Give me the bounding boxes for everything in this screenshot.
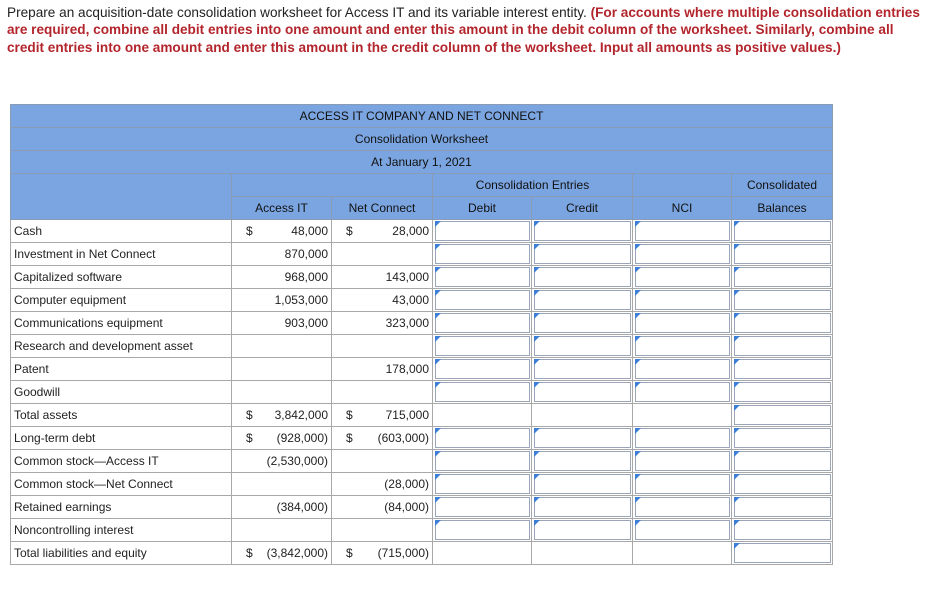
consolidated-balance-input-box[interactable]: [734, 290, 831, 310]
account-label: Retained earnings: [11, 496, 232, 519]
debit-input-box[interactable]: [435, 290, 530, 310]
net-connect-amount-cell: [332, 427, 433, 450]
input-marker-icon: [435, 359, 441, 365]
credit-input[interactable]: [532, 243, 633, 266]
nci-input-box[interactable]: [635, 221, 730, 241]
consolidated-balance-input-box[interactable]: [734, 382, 831, 402]
nci-input-box[interactable]: [635, 451, 730, 471]
account-label: Research and development asset: [11, 335, 232, 358]
net-connect-amount-cell: [332, 404, 433, 427]
credit-input[interactable]: [532, 473, 633, 496]
input-marker-icon: [635, 520, 641, 526]
net-connect-amount: 143,000: [385, 270, 429, 284]
account-label: Computer equipment: [11, 289, 232, 312]
net-connect-amount-cell: [332, 381, 433, 404]
account-label: Noncontrolling interest: [11, 519, 232, 542]
net-connect-amount-cell: [332, 473, 433, 496]
dollar-sign: $: [246, 408, 253, 422]
credit-input[interactable]: [532, 519, 633, 542]
input-marker-icon: [635, 497, 641, 503]
consolidated-balance-input[interactable]: [732, 496, 833, 519]
access-it-amount-cell: [232, 335, 332, 358]
debit-input[interactable]: [433, 335, 532, 358]
input-marker-icon: [435, 244, 441, 250]
input-marker-icon: [635, 428, 641, 434]
access-it-amount-cell: [232, 450, 332, 473]
input-marker-icon: [435, 382, 441, 388]
nci-input[interactable]: [633, 243, 732, 266]
input-marker-icon: [734, 428, 740, 434]
dollar-sign: $: [246, 224, 253, 238]
net-connect-amount-cell: [332, 496, 433, 519]
account-label: Capitalized software: [11, 266, 232, 289]
account-label: Common stock—Net Connect: [11, 473, 232, 496]
worksheet-title: Consolidation Worksheet: [11, 128, 833, 151]
nci-input[interactable]: [633, 220, 732, 243]
debit-input[interactable]: [433, 220, 532, 243]
credit-input-box[interactable]: [534, 451, 631, 471]
credit-input-box[interactable]: [534, 428, 631, 448]
access-it-amount-cell: [232, 496, 332, 519]
table-row: [11, 266, 833, 289]
consolidated-balance-input-box[interactable]: [734, 267, 831, 287]
input-marker-icon: [635, 474, 641, 480]
debit-input[interactable]: [433, 358, 532, 381]
debit-input-box[interactable]: [435, 313, 530, 333]
debit-input[interactable]: [433, 473, 532, 496]
nci-input-box[interactable]: [635, 244, 730, 264]
consolidated-balance-input-box[interactable]: [734, 221, 831, 241]
debit-input[interactable]: [433, 450, 532, 473]
credit-input[interactable]: [532, 335, 633, 358]
input-marker-icon: [435, 336, 441, 342]
input-marker-icon: [635, 382, 641, 388]
debit-blank-cell: [433, 404, 532, 427]
consolidated-balance-input-box[interactable]: [734, 313, 831, 333]
nci-input[interactable]: [633, 427, 732, 450]
table-row: [11, 381, 833, 404]
table-row: [11, 519, 833, 542]
nci-input-box[interactable]: [635, 290, 730, 310]
table-row: [11, 496, 833, 519]
table-row: [11, 312, 833, 335]
input-marker-icon: [734, 221, 740, 227]
debit-column-header: Debit: [433, 197, 532, 220]
nci-column-header: NCI: [633, 197, 732, 220]
consolidated-balance-input[interactable]: [732, 289, 833, 312]
nci-input[interactable]: [633, 358, 732, 381]
input-marker-icon: [534, 520, 540, 526]
consolidated-balance-input[interactable]: [732, 519, 833, 542]
dollar-sign: $: [346, 408, 353, 422]
input-marker-icon: [734, 290, 740, 296]
access-it-amount-cell: [232, 289, 332, 312]
credit-input-box[interactable]: [534, 520, 631, 540]
debit-input-box[interactable]: [435, 497, 530, 517]
net-connect-amount: 28,000: [392, 224, 429, 238]
company-name: ACCESS IT COMPANY AND NET CONNECT: [11, 105, 833, 128]
table-row: [11, 289, 833, 312]
credit-input[interactable]: [532, 266, 633, 289]
account-label: Patent: [11, 358, 232, 381]
net-connect-amount-cell: [332, 243, 433, 266]
account-label: Common stock—Access IT: [11, 450, 232, 473]
input-marker-icon: [635, 290, 641, 296]
debit-input-box[interactable]: [435, 336, 530, 356]
input-marker-icon: [435, 451, 441, 457]
input-marker-icon: [534, 313, 540, 319]
credit-input-box[interactable]: [534, 313, 631, 333]
input-marker-icon: [734, 244, 740, 250]
credit-input-box[interactable]: [534, 474, 631, 494]
account-label: Total assets: [11, 404, 232, 427]
net-connect-amount: 715,000: [385, 408, 429, 422]
input-marker-icon: [435, 474, 441, 480]
credit-column-header: Credit: [532, 197, 633, 220]
table-row: [11, 450, 833, 473]
consolidation-entries-header: Consolidation Entries: [433, 174, 633, 197]
debit-input-box[interactable]: [435, 267, 530, 287]
access-it-amount: 1,053,000: [274, 293, 328, 307]
nci-input[interactable]: [633, 381, 732, 404]
input-marker-icon: [635, 267, 641, 273]
input-marker-icon: [734, 359, 740, 365]
consolidated-balance-input[interactable]: [732, 427, 833, 450]
input-marker-icon: [435, 520, 441, 526]
debit-input-box[interactable]: [435, 359, 530, 379]
nci-input[interactable]: [633, 473, 732, 496]
input-marker-icon: [734, 382, 740, 388]
debit-input-box[interactable]: [435, 428, 530, 448]
access-it-amount-cell: [232, 427, 332, 450]
net-connect-amount: (603,000): [377, 431, 429, 445]
nci-input-box[interactable]: [635, 313, 730, 333]
input-marker-icon: [534, 451, 540, 457]
nci-blank-cell: [633, 542, 732, 565]
input-marker-icon: [534, 267, 540, 273]
consolidated-balance-input-box[interactable]: [734, 520, 831, 540]
input-marker-icon: [734, 313, 740, 319]
access-it-amount-cell: [232, 404, 332, 427]
access-it-amount-cell: [232, 519, 332, 542]
consolidated-balance-input[interactable]: [732, 243, 833, 266]
access-it-column-header: Access IT: [232, 197, 332, 220]
input-marker-icon: [734, 474, 740, 480]
net-connect-amount: 43,000: [392, 293, 429, 307]
input-marker-icon: [534, 221, 540, 227]
access-it-amount-cell: [232, 243, 332, 266]
input-marker-icon: [534, 474, 540, 480]
input-marker-icon: [734, 336, 740, 342]
net-connect-amount-cell: [332, 335, 433, 358]
debit-input-box[interactable]: [435, 382, 530, 402]
consolidated-balance-input[interactable]: [732, 404, 833, 427]
nci-input[interactable]: [633, 289, 732, 312]
consolidated-balance-input-box[interactable]: [734, 336, 831, 356]
account-label: Investment in Net Connect: [11, 243, 232, 266]
access-it-amount: 3,842,000: [274, 408, 328, 422]
nci-input-box[interactable]: [635, 520, 730, 540]
input-marker-icon: [734, 520, 740, 526]
access-it-amount-cell: [232, 358, 332, 381]
consolidated-balance-input[interactable]: [732, 542, 833, 565]
consolidation-worksheet: [10, 104, 833, 565]
input-marker-icon: [534, 244, 540, 250]
input-marker-icon: [534, 359, 540, 365]
consolidated-balance-input-box[interactable]: [734, 497, 831, 517]
dollar-sign: $: [346, 546, 353, 560]
access-it-amount-cell: [232, 381, 332, 404]
debit-input[interactable]: [433, 312, 532, 335]
table-row: [11, 243, 833, 266]
consolidated-balance-input-box[interactable]: [734, 451, 831, 471]
input-marker-icon: [734, 497, 740, 503]
input-marker-icon: [734, 267, 740, 273]
access-it-amount-cell: [232, 312, 332, 335]
input-marker-icon: [635, 451, 641, 457]
consolidated-balance-input[interactable]: [732, 473, 833, 496]
blank-nci-header: [633, 174, 732, 197]
access-it-amount-cell: [232, 542, 332, 565]
debit-input-box[interactable]: [435, 244, 530, 264]
consolidated-balance-input-box[interactable]: [734, 543, 831, 563]
access-it-amount: (928,000): [276, 431, 328, 445]
input-marker-icon: [734, 405, 740, 411]
input-marker-icon: [435, 497, 441, 503]
input-marker-icon: [534, 382, 540, 388]
table-row: [11, 358, 833, 381]
nci-input-box[interactable]: [635, 382, 730, 402]
debit-input[interactable]: [433, 381, 532, 404]
consolidated-balance-input[interactable]: [732, 381, 833, 404]
net-connect-amount-cell: [332, 289, 433, 312]
nci-input-box[interactable]: [635, 267, 730, 287]
nci-input[interactable]: [633, 519, 732, 542]
credit-input-box[interactable]: [534, 244, 631, 264]
net-connect-amount: 178,000: [385, 362, 429, 376]
input-marker-icon: [734, 451, 740, 457]
credit-input-box[interactable]: [534, 336, 631, 356]
net-connect-amount-cell: [332, 542, 433, 565]
consolidated-balance-input-box[interactable]: [734, 359, 831, 379]
nci-input[interactable]: [633, 335, 732, 358]
dollar-sign: $: [246, 431, 253, 445]
credit-input-box[interactable]: [534, 497, 631, 517]
net-connect-amount-cell: [332, 220, 433, 243]
table-row: [11, 542, 833, 565]
nci-input[interactable]: [633, 312, 732, 335]
credit-input-box[interactable]: [534, 267, 631, 287]
debit-input-box[interactable]: [435, 221, 530, 241]
net-connect-amount-cell: [332, 450, 433, 473]
input-marker-icon: [435, 267, 441, 273]
consolidated-balance-input[interactable]: [732, 312, 833, 335]
table-row: [11, 404, 833, 427]
credit-input[interactable]: [532, 427, 633, 450]
net-connect-column-header: Net Connect: [332, 197, 433, 220]
balances-column-header: Balances: [732, 197, 833, 220]
net-connect-amount: 323,000: [385, 316, 429, 330]
table-row: [11, 220, 833, 243]
access-it-amount-cell: [232, 266, 332, 289]
nci-input[interactable]: [633, 266, 732, 289]
instructions: [7, 4, 922, 56]
credit-blank-cell: [532, 404, 633, 427]
consolidated-balance-input[interactable]: [732, 266, 833, 289]
input-marker-icon: [534, 290, 540, 296]
debit-input-box[interactable]: [435, 474, 530, 494]
instructions-lead: Prepare an acquisition-date consolidation worksheet for Access IT and its variable interest entity.: [7, 5, 591, 20]
nci-input-box[interactable]: [635, 474, 730, 494]
input-marker-icon: [435, 428, 441, 434]
credit-input[interactable]: [532, 312, 633, 335]
input-marker-icon: [635, 336, 641, 342]
access-it-amount: 48,000: [291, 224, 328, 238]
net-connect-amount-cell: [332, 358, 433, 381]
credit-input-box[interactable]: [534, 290, 631, 310]
credit-input[interactable]: [532, 220, 633, 243]
debit-input-box[interactable]: [435, 520, 530, 540]
debit-input[interactable]: [433, 519, 532, 542]
nci-input-box[interactable]: [635, 359, 730, 379]
credit-input[interactable]: [532, 381, 633, 404]
access-it-amount: 870,000: [284, 247, 328, 261]
access-it-amount: 968,000: [284, 270, 328, 284]
access-it-amount: 903,000: [284, 316, 328, 330]
input-marker-icon: [635, 221, 641, 227]
input-marker-icon: [734, 543, 740, 549]
consolidated-balance-input-box[interactable]: [734, 428, 831, 448]
consolidated-balance-input-box[interactable]: [734, 244, 831, 264]
credit-input-box[interactable]: [534, 382, 631, 402]
account-header: [11, 174, 232, 220]
access-it-amount: (3,842,000): [266, 546, 328, 560]
debit-input-box[interactable]: [435, 451, 530, 471]
nci-input[interactable]: [633, 450, 732, 473]
table-row: [11, 335, 833, 358]
net-connect-amount-cell: [332, 519, 433, 542]
nci-input-box[interactable]: [635, 336, 730, 356]
consolidated-balance-input-box[interactable]: [734, 474, 831, 494]
consolidated-balance-input[interactable]: [732, 450, 833, 473]
nci-input-box[interactable]: [635, 428, 730, 448]
debit-input[interactable]: [433, 243, 532, 266]
input-marker-icon: [435, 290, 441, 296]
access-it-amount: (2,530,000): [266, 454, 328, 468]
net-connect-amount-cell: [332, 266, 433, 289]
net-connect-amount-cell: [332, 312, 433, 335]
table-row: [11, 473, 833, 496]
input-marker-icon: [635, 313, 641, 319]
table-row: [11, 427, 833, 450]
input-marker-icon: [534, 336, 540, 342]
debit-input[interactable]: [433, 266, 532, 289]
net-connect-amount: (28,000): [384, 477, 429, 491]
consolidated-header: Consolidated: [732, 174, 833, 197]
nci-input[interactable]: [633, 496, 732, 519]
credit-input[interactable]: [532, 358, 633, 381]
blank-header: [232, 174, 433, 197]
debit-input[interactable]: [433, 427, 532, 450]
instructions-emphasis: (For accounts where multiple consolidation entries are required, combine all debit entries into one amount and enter this amount in the debit column of the worksheet. Similarly, combine all credit entries into one amount and enter this amount in the credit column of the worksheet. Input all amounts as positive values.): [7, 5, 920, 55]
dollar-sign: $: [246, 546, 253, 560]
debit-input[interactable]: [433, 289, 532, 312]
dollar-sign: $: [346, 431, 353, 445]
account-label: Total liabilities and equity: [11, 542, 232, 565]
input-marker-icon: [435, 221, 441, 227]
account-label: Cash: [11, 220, 232, 243]
input-marker-icon: [435, 313, 441, 319]
input-marker-icon: [534, 428, 540, 434]
consolidated-balance-input[interactable]: [732, 335, 833, 358]
dollar-sign: $: [346, 224, 353, 238]
nci-blank-cell: [633, 404, 732, 427]
credit-input[interactable]: [532, 289, 633, 312]
debit-blank-cell: [433, 542, 532, 565]
account-label: Goodwill: [11, 381, 232, 404]
credit-input-box[interactable]: [534, 221, 631, 241]
credit-input[interactable]: [532, 496, 633, 519]
access-it-amount: (384,000): [276, 500, 328, 514]
credit-input[interactable]: [532, 450, 633, 473]
net-connect-amount: (84,000): [384, 500, 429, 514]
input-marker-icon: [635, 244, 641, 250]
credit-blank-cell: [532, 542, 633, 565]
debit-input[interactable]: [433, 496, 532, 519]
worksheet-date: At January 1, 2021: [11, 151, 833, 174]
input-marker-icon: [635, 359, 641, 365]
consolidated-balance-input-box[interactable]: [734, 405, 831, 425]
consolidated-balance-input[interactable]: [732, 220, 833, 243]
account-label: Long-term debt: [11, 427, 232, 450]
access-it-amount-cell: [232, 220, 332, 243]
access-it-amount-cell: [232, 473, 332, 496]
consolidated-balance-input[interactable]: [732, 358, 833, 381]
account-label: Communications equipment: [11, 312, 232, 335]
credit-input-box[interactable]: [534, 359, 631, 379]
net-connect-amount: (715,000): [377, 546, 429, 560]
nci-input-box[interactable]: [635, 497, 730, 517]
input-marker-icon: [534, 497, 540, 503]
